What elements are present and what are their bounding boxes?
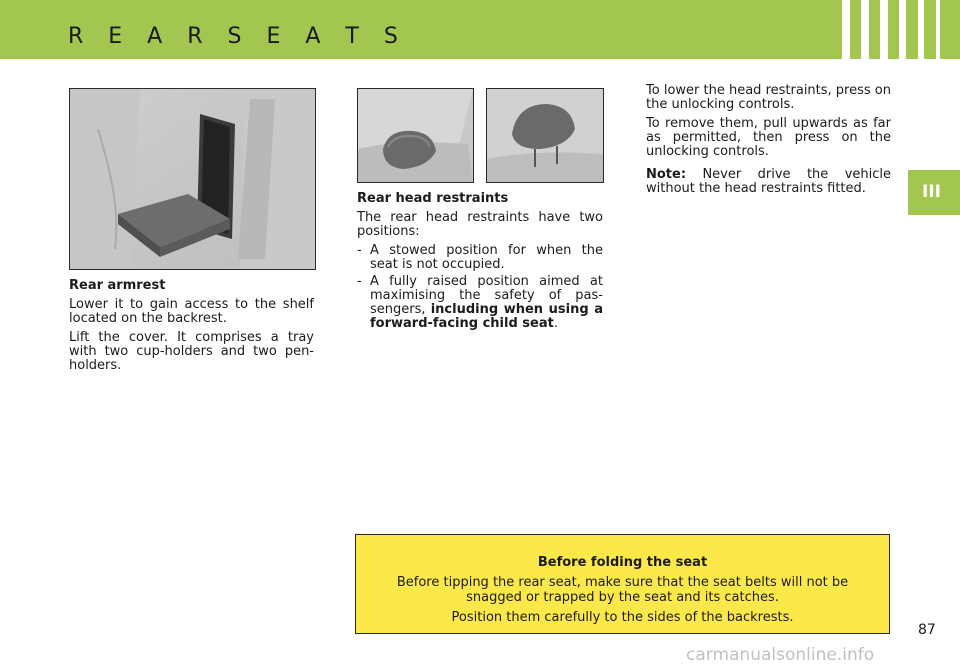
- header-stripe: [861, 0, 869, 59]
- chapter-tab: [908, 170, 960, 215]
- armrest-section: [69, 279, 314, 378]
- head-restraints-heading: Rear head restraints: [357, 191, 509, 206]
- head-restraints-intro: The rear head restraints have two positions:: [357, 210, 603, 239]
- head-restraint-raised-photo: [486, 88, 604, 183]
- armrest-photo: [69, 88, 316, 270]
- armrest-heading: Rear armrest: [69, 278, 166, 293]
- emphasis-text: including when using a forward-facing child seat: [370, 302, 603, 331]
- page-title: R E A R S E A T S: [68, 24, 407, 49]
- header-stripe: [936, 0, 940, 59]
- list-item-text: A fully raised position aimed at maximising the safety of pas-sengers, including when using a forward-facing child seat.: [370, 274, 603, 331]
- list-item: - A fully raised position aimed at maximising the safety of pas-sengers, including when using a forward-facing child seat.: [357, 274, 603, 331]
- warning-paragraph: Position them carefully to the sides of the backrests.: [451, 610, 794, 625]
- warning-box: [355, 534, 890, 634]
- warning-title: Before folding the seat: [537, 555, 708, 570]
- note-label: Note:: [646, 167, 687, 182]
- note-paragraph: Note: Never drive the vehicle without the head restraints fitted.: [646, 167, 891, 196]
- header-stripe: [842, 0, 850, 59]
- chapter-tab-label: III: [922, 182, 941, 202]
- header-stripe: [880, 0, 888, 59]
- list-item: - A stowed position for when the seat is not occupied.: [357, 243, 603, 272]
- header-bar: [0, 0, 960, 59]
- instruction-paragraph: To remove them, pull upwards as far as permitted, then press on the unlocking controls.: [646, 116, 891, 159]
- head-restraints-section: [357, 192, 603, 334]
- header-stripe: [918, 0, 924, 59]
- warning-paragraph: Before tipping the rear seat, make sure that the seat belts will not be snagged or trapped by the seat and its catches.: [396, 575, 849, 605]
- page-number: 87: [918, 622, 936, 638]
- armrest-paragraph: Lift the cover. It comprises a tray with two cup-holders and two pen-holders.: [69, 330, 314, 373]
- instruction-paragraph: To lower the head restraints, press on the unlocking controls.: [646, 83, 891, 112]
- watermark: carmanualsonline.info: [686, 645, 875, 665]
- head-restraints-instructions: [646, 84, 891, 201]
- header-stripe: [899, 0, 906, 59]
- list-item-text: A stowed position for when the seat is not occupied.: [370, 243, 603, 272]
- armrest-paragraph: Lower it to gain access to the shelf located on the backrest.: [69, 297, 314, 326]
- head-restraint-stowed-photo: [357, 88, 474, 183]
